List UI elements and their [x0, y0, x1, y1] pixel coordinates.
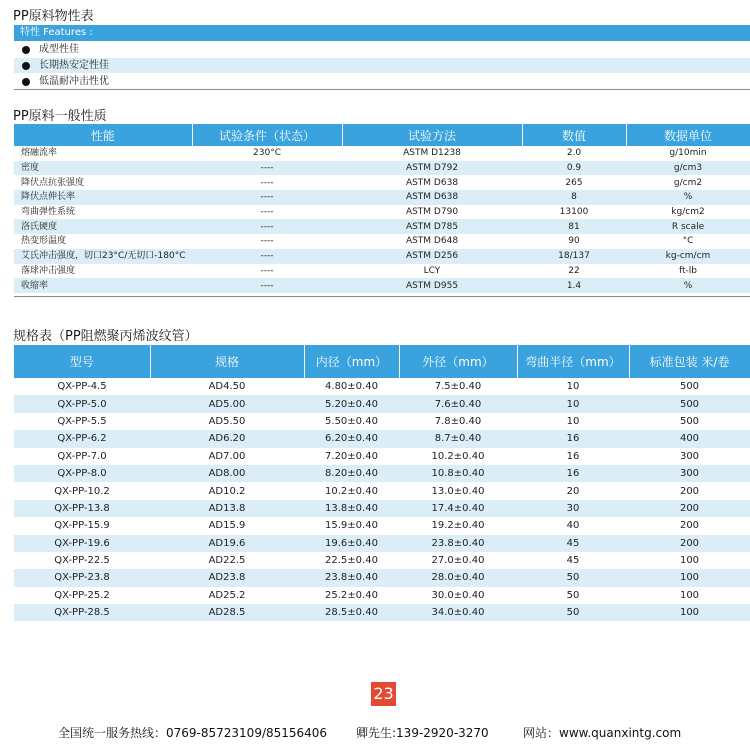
table-cell: 8.20±0.40 [304, 465, 399, 482]
table-cell: 400 [629, 430, 750, 447]
table-cell: 50 [517, 569, 629, 586]
table-cell: 22 [568, 265, 580, 276]
table-cell: 50 [517, 604, 629, 621]
table-header-row [14, 345, 750, 378]
table-row [14, 378, 750, 395]
table-cell: g/cm3 [626, 161, 750, 176]
table-cell: 30 [517, 500, 629, 517]
table-cell: ASTM D638 [405, 177, 459, 188]
divider [14, 296, 750, 297]
bullet-icon [22, 78, 30, 86]
table-cell: 300 [629, 465, 750, 482]
table-row [14, 482, 750, 499]
table-cell: 密度 [14, 161, 192, 176]
table-cell: 8 [522, 190, 626, 205]
column-header: 型号 [14, 345, 150, 378]
table-cell: kg/cm2 [671, 207, 705, 218]
feature-text: 低温耐冲击性优 [39, 76, 109, 87]
table-cell: AD4.50 [208, 381, 246, 393]
feature-item [14, 42, 750, 57]
table-cell: ---- [192, 190, 342, 205]
table-cell: ---- [192, 278, 342, 293]
table-cell: 23.8±0.40 [304, 569, 399, 586]
table-cell: QX-PP-28.5 [14, 604, 150, 621]
table-cell: QX-PP-23.8 [14, 569, 150, 586]
column-header: 数据单位 [626, 124, 750, 146]
table-cell: AD6.20 [150, 430, 304, 447]
table-cell: QX-PP-15.9 [54, 520, 110, 532]
table-cell: 23.8±0.40 [399, 535, 517, 552]
table-cell: 500 [629, 395, 750, 412]
table-cell: ---- [260, 236, 274, 247]
column-header: 弯曲半径（mm） [517, 345, 629, 378]
table-cell: ASTM D648 [405, 236, 459, 247]
divider [14, 89, 750, 90]
feature-text: 成型性佳 [39, 44, 79, 55]
table-cell: % [626, 278, 750, 293]
table-cell: AD13.8 [150, 500, 304, 517]
table-cell: 230°C [253, 148, 281, 159]
table-row [14, 500, 750, 517]
table-cell: ---- [192, 249, 342, 264]
table-cell: 18/137 [522, 249, 626, 264]
table-cell: 落球冲击强度 [21, 265, 76, 276]
table-cell: 45 [517, 535, 629, 552]
table-cell: QX-PP-6.2 [14, 430, 150, 447]
feature-item [14, 58, 750, 73]
column-header: 内径（mm） [304, 345, 399, 378]
table-cell: 100 [629, 569, 750, 586]
table-row [14, 587, 750, 604]
table-row [14, 413, 750, 430]
table-cell: 热变形温度 [21, 236, 67, 247]
table-cell: 10 [517, 395, 629, 412]
table-cell: 降伏点伸长率 [14, 190, 192, 205]
table-cell: 34.0±0.40 [399, 604, 517, 621]
table-cell: 200 [679, 520, 700, 532]
table-cell: 200 [629, 500, 750, 517]
table-cell: 5.50±0.40 [325, 415, 378, 427]
table-cell: QX-PP-4.5 [57, 381, 107, 393]
table-cell: ASTM D1238 [403, 148, 461, 159]
table-cell: 洛氏硬度 [14, 219, 192, 234]
table-cell: ASTM D256 [342, 249, 522, 264]
table-cell: 90 [568, 236, 580, 247]
table-cell: 16 [517, 430, 629, 447]
column-header: 性能 [14, 124, 192, 146]
table-cell: LCY [423, 265, 441, 276]
table-row [14, 552, 750, 569]
properties-table-body [14, 146, 750, 293]
table-row [14, 278, 750, 293]
table-cell: 300 [679, 450, 700, 462]
table-cell: 降伏点抗张强度 [21, 177, 85, 188]
page-number: 23 [371, 682, 396, 706]
material-properties-title: PP原料物性表 [13, 9, 94, 24]
table-row [14, 205, 750, 220]
table-cell: QX-PP-25.2 [54, 589, 110, 601]
spec-table [14, 345, 750, 621]
column-header: 试验方法 [342, 124, 522, 146]
table-cell: ---- [192, 219, 342, 234]
table-cell: 13.8±0.40 [304, 500, 399, 517]
spec-table-body [14, 378, 750, 621]
table-cell: 10 [566, 415, 580, 427]
table-cell: 10.8±0.40 [399, 465, 517, 482]
table-cell: 4.80±0.40 [325, 381, 378, 393]
table-cell: 100 [629, 604, 750, 621]
table-cell: 20 [566, 485, 580, 497]
column-header: 数值 [522, 124, 626, 146]
spec-table-title: 规格表（PP阻燃聚丙烯波纹管） [13, 329, 198, 344]
feature-item [14, 74, 750, 89]
table-cell: 100 [679, 589, 700, 601]
table-cell: 28.5±0.40 [304, 604, 399, 621]
table-cell: 30.0±0.40 [431, 589, 485, 601]
table-cell: 81 [522, 219, 626, 234]
table-cell: AD22.5 [208, 555, 246, 567]
table-cell: AD23.8 [150, 569, 304, 586]
table-cell: ---- [260, 265, 274, 276]
table-cell: ---- [260, 177, 274, 188]
table-cell: AD8.00 [150, 465, 304, 482]
table-cell: 16 [566, 450, 580, 462]
bullet-icon [22, 62, 30, 70]
table-cell: 13.0±0.40 [431, 485, 485, 497]
table-cell: 10 [566, 381, 580, 393]
table-cell: 10.2±0.40 [325, 485, 378, 497]
table-cell: 7.6±0.40 [399, 395, 517, 412]
table-cell: 50 [566, 589, 580, 601]
table-cell: 100 [679, 555, 700, 567]
table-cell: 265 [565, 177, 583, 188]
table-cell: 6.20±0.40 [304, 430, 399, 447]
table-cell: 200 [629, 535, 750, 552]
table-cell: 28.0±0.40 [399, 569, 517, 586]
general-properties-title: PP原料一般性质 [13, 109, 107, 124]
table-row [14, 604, 750, 621]
footer-contact: 卿先生:139-2920-3270 [356, 726, 489, 740]
table-header-row [14, 124, 750, 146]
table-cell: 25.2±0.40 [325, 589, 378, 601]
table-cell: 45 [566, 555, 580, 567]
table-cell: 7.8±0.40 [434, 415, 482, 427]
table-cell: 弯曲弹性系统 [21, 207, 76, 218]
table-row [14, 161, 750, 176]
table-cell: AD7.00 [208, 450, 246, 462]
table-cell: g/10min [669, 148, 707, 159]
table-cell: g/cm2 [673, 177, 703, 188]
table-row [14, 535, 750, 552]
table-cell: QX-PP-19.6 [14, 535, 150, 552]
table-cell: 19.6±0.40 [304, 535, 399, 552]
table-cell: 2.0 [566, 148, 582, 159]
table-row [14, 190, 750, 205]
column-header: 试验条件（状态） [192, 124, 342, 146]
table-cell: 40 [566, 520, 580, 532]
table-cell: 8.7±0.40 [399, 430, 517, 447]
table-cell: ASTM D638 [342, 190, 522, 205]
table-row [14, 175, 750, 190]
table-cell: QX-PP-5.0 [14, 395, 150, 412]
table-cell: ASTM D790 [405, 207, 459, 218]
table-row [14, 448, 750, 465]
table-row [14, 219, 750, 234]
table-cell: 7.5±0.40 [434, 381, 482, 393]
footer-website: 网站：www.quanxintg.com [523, 726, 682, 740]
table-cell: QX-PP-10.2 [54, 485, 110, 497]
table-row [14, 395, 750, 412]
table-cell: 0.9 [522, 161, 626, 176]
table-cell: AD28.5 [150, 604, 304, 621]
table-cell: QX-PP-7.0 [57, 450, 107, 462]
table-cell: 19.2±0.40 [431, 520, 485, 532]
table-cell: 500 [679, 415, 700, 427]
table-cell: 10.2±0.40 [431, 450, 485, 462]
table-row [14, 517, 750, 534]
table-row [14, 569, 750, 586]
table-cell: AD10.2 [208, 485, 246, 497]
table-cell: QX-PP-13.8 [14, 500, 150, 517]
table-cell: ASTM D792 [342, 161, 522, 176]
column-header: 标准包装 米/卷 [629, 345, 750, 378]
column-header: 外径（mm） [399, 345, 517, 378]
table-cell: 27.0±0.40 [431, 555, 485, 567]
table-row [14, 234, 750, 249]
table-cell: 5.20±0.40 [304, 395, 399, 412]
table-cell: QX-PP-22.5 [54, 555, 110, 567]
table-cell: 22.5±0.40 [325, 555, 378, 567]
table-cell: kg-cm/cm [626, 249, 750, 264]
table-row [14, 264, 750, 279]
table-cell: R scale [626, 219, 750, 234]
table-cell: 16 [517, 465, 629, 482]
table-cell: AD5.50 [208, 415, 246, 427]
table-row [14, 465, 750, 482]
table-cell: ASTM D955 [342, 278, 522, 293]
table-cell: 艾氏冲击强度，切口23°C/无切口-180°C [14, 249, 192, 264]
table-cell: 17.4±0.40 [399, 500, 517, 517]
table-cell: ---- [192, 161, 342, 176]
table-cell: QX-PP-8.0 [14, 465, 150, 482]
table-cell: 收缩率 [14, 278, 192, 293]
table-row [14, 430, 750, 447]
table-row [14, 249, 750, 264]
table-row [14, 146, 750, 161]
table-cell: 15.9±0.40 [325, 520, 378, 532]
table-cell: 13100 [559, 207, 589, 218]
feature-text: 长期热安定性佳 [39, 60, 109, 71]
table-cell: 7.20±0.40 [325, 450, 378, 462]
table-cell: °C [682, 236, 694, 247]
features-header: 特性 Features : [14, 25, 750, 41]
table-cell: QX-PP-5.5 [57, 415, 107, 427]
table-cell: AD19.6 [150, 535, 304, 552]
table-cell: 200 [679, 485, 700, 497]
table-cell: 500 [679, 381, 700, 393]
properties-table [14, 124, 750, 293]
table-cell: % [626, 190, 750, 205]
bullet-icon [22, 46, 30, 54]
table-cell: 1.4 [522, 278, 626, 293]
column-header: 规格 [150, 345, 304, 378]
table-cell: 熔融流率 [21, 148, 58, 159]
footer-hotline: 全国统一服务热线：0769-85723109/85156406 [58, 726, 328, 740]
table-cell: ---- [260, 207, 274, 218]
table-cell: ASTM D785 [342, 219, 522, 234]
table-cell: AD25.2 [208, 589, 246, 601]
table-cell: AD15.9 [208, 520, 246, 532]
table-cell: ft-lb [679, 265, 697, 276]
table-cell: AD5.00 [150, 395, 304, 412]
